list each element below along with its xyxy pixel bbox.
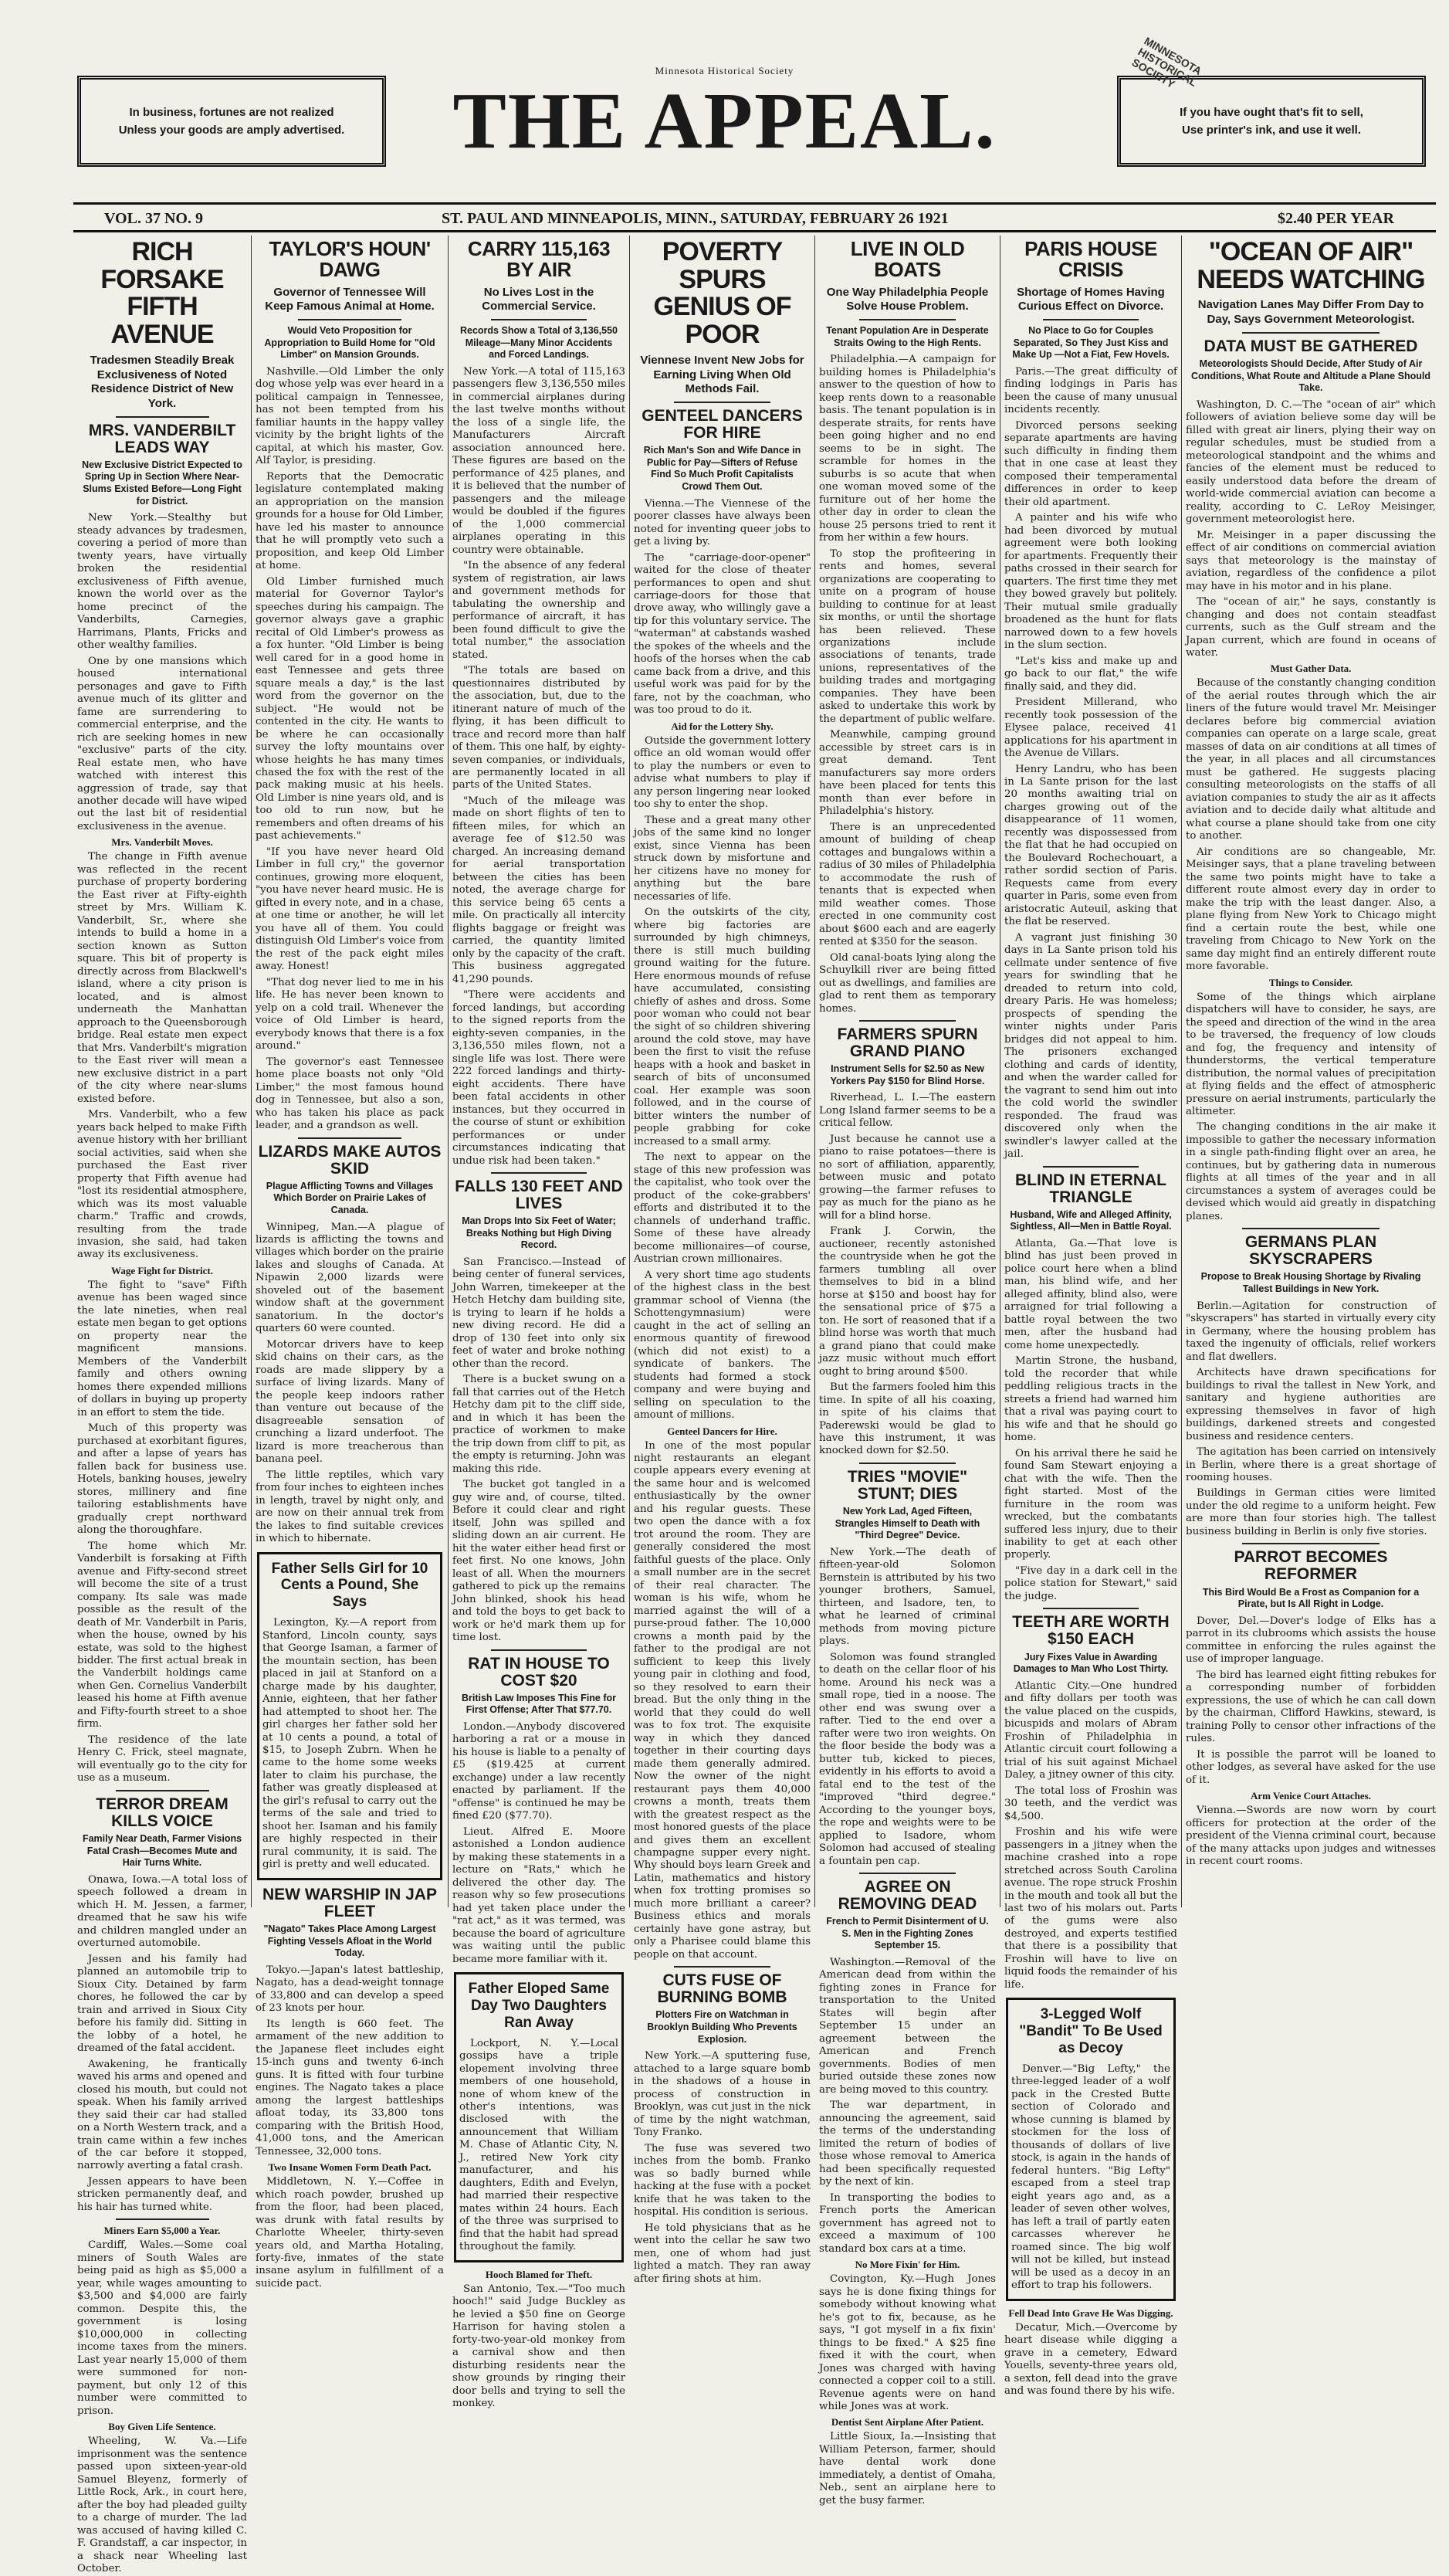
article-paragraph: Little Sioux, Ia.—Insisting that William Peterson, farmer, should have dental work done immediately, a dentist of Omaha, Neb., sent an airplane here to get the busy farmer.: [819, 2431, 996, 2507]
article-paragraph: Solomon was found strangled to death on the cellar floor of his home. Around his neck was a small rope, tied in a noose. The other end was swung over a rafter. Tied to the end over a rafter were two iron weights. On the floor beside the body was a butter tub, kicked to pieces, evidently in his efforts to avoid a fatal end to the test of the "improved "third degree." According to the younger boys, the rope and weights were to be applied to Isadore, whom Solomon had accused of stealing a fountain pen cap.: [819, 1651, 996, 1867]
article-paragraph: The bird has learned eight fitting rebukes for a corresponding number of forbidden expressions, the use of which he can call down by the chairman, Clifford Hawkins, steward, is training Polly to censor other infractions of the rules.: [1186, 1669, 1436, 1745]
article-paragraph: The next to appear on the stage of this new profession was the capitalist, who took over the product of the coke-grabbers' efforts and distributed it to the channels of underhand traffic. Some of these have already become millionaires—of course, Austrian crown millionaires.: [634, 1151, 811, 1266]
headline: TEETH ARE WORTH $150 EACH: [1012, 1613, 1170, 1649]
deck: Navigation Lanes May Differ From Day to Day, Says Government Meteorologist.: [1197, 298, 1424, 327]
article-paragraph: On his arrival there he said he found Sam Stewart enjoying a chat with the wife. Then the fight started. Most of the furniture in the room was wrecked, but the combatants suffered less injury, due to their inability to get at each other properly.: [1004, 1447, 1177, 1561]
separator: [491, 1172, 586, 1174]
right-ear-line-2: Use printer's ink, and use it well.: [1182, 124, 1361, 137]
subheading: No More Fixin' for Him.: [855, 2259, 960, 2271]
article-paragraph: To stop the profiteering in rents and homes, several organizations are cooperating to unite on a program of house building to continue for at least six months, or until the shortage has been relieved. These organizations include associations of tenants, trade unions, representatives of the building trades and mortgaging companies. They have been asked to undertake this work by the department of public welfare.: [819, 547, 996, 725]
separator: [491, 1649, 586, 1651]
separator: [859, 1020, 956, 1022]
article-paragraph: Nashville.—Old Limber the only dog whose yelp was ever heard in a political campaign in Tennessee, has not been tempted from his familiar haunts in the happy valley vicinity by the bright lights of the capital, at which his master, Gov. Alf Taylor, is presiding.: [256, 365, 444, 467]
article-paragraph: New York.—Stealthy but steady advances by tradesmen, covering a period of more than twenty years, have virtually broken the residential exclusiveness of Fifth avenue, known the world over as the home precinct of the Vanderbilts, Carnegies, Harrimans, Plants, Fricks and other wealthy families.: [77, 512, 247, 652]
article-paragraph: Berlin.—Agitation for construction of "skyscrapers" has started in virtually every city in Germany, where the housing problem has taxed the ingenuity of officials, relief workers and flat dwellers.: [1186, 1300, 1436, 1363]
article-paragraph: The little reptiles, which vary from four inches to eighteen inches in length, travel by night only, and are now on their annual trek from the lakes to find suitable crevices in which to hibernate.: [256, 1469, 444, 1545]
top-rule: [73, 202, 1436, 205]
boxed-story: [257, 1552, 442, 1880]
subheading: Aid for the Lottery Shy.: [671, 720, 774, 732]
article-paragraph: Some of the things which airplane dispatchers will have to consider, he says, are the speed and direction of the wind in the area to be traversed, the frequency of low clouds and fog, the frequency and intensity of thunderstorms, the vertical temperature distribution, the normal values of precipitation at flying fields and the effect of atmospheric pressure on aerial instruments, particularly the altimeter.: [1186, 991, 1436, 1117]
article-paragraph: Just because he cannot use a piano to raise potatoes—there is no sort of affiliation, apparently, between music and potato growing—the farmer refuses to pay as much for the piano as he will for a blind horse.: [819, 1133, 996, 1222]
article-paragraph: Mr. Meisinger in a paper discussing the effect of air conditions on commercial aviation says that meteorology is the mainstay of aviation, regardless of the confidence a pilot may have in his motor and in his plane.: [1186, 529, 1436, 592]
article-paragraph: Old canal-boats lying along the Schuylkill river are being fitted out as dwellings, and families are glad to rent them as temporary homes.: [819, 951, 996, 1015]
place-date: ST. PAUL AND MINNEAPOLIS, MINN., SATURDAY, FEBRUARY 26 1921: [442, 210, 949, 227]
article-paragraph: Because of the constantly changing condition of the aerial routes through which the air liners of the future would travel Mr. Meisinger declares before big commercial aviation companies can operate on a large scale, great masses of data on air conditions at all times of the year, in all places and all circumstances must be gathered. He suggests placing consulting meteorologists on the staffs of all aviation companies to study the air as it affects aviation and to decide daily what altitude and what course a plane should take from one city to another.: [1186, 677, 1436, 842]
article-paragraph: New York.—The death of fifteen-year-old Solomon Bernstein is attributed by his two younger brothers, Samuel, thirteen, and Isadore, ten, to what he learned of criminal methods from moving picture plays.: [819, 1546, 996, 1648]
article-paragraph: Onawa, Iowa.—A total loss of speech followed a dream in which H. M. Jessen, a farmer, dreamed that he saw his wife and children mangled under an overturned automobile.: [77, 1873, 247, 1950]
boxed-story: [454, 1972, 624, 2262]
article-paragraph: Divorced persons seeking separate apartments are having such difficulty in finding them that in one case at least they composed their temperamental differences in order to keep their old apartment.: [1004, 419, 1177, 508]
article-paragraph: Air conditions are so changeable, Mr. Meisinger says, that a plane traveling between the same two points might have to take a different route almost every day in order to make the trip with the least danger. Also, a plane flying from New York to Chicago might find a certain route the best, while one traveling from Chicago to New York on the same day might find an entirely different route more favorable.: [1186, 846, 1436, 973]
left-ear-line-1: In business, fortunes are not realized: [129, 105, 334, 119]
article-paragraph: Wheeling, W. Va.—Life imprisonment was the sentence passed upon sixteen-year-old Samuel Bleyenz, formerly of Little Rock, Ark., in court here, after the boy had pleaded guilty to a charge of murder. The lad was accused of having killed C. F. Grandstaff, a car inspector, in a shack near Wheeling last October.: [77, 2435, 247, 2575]
article-paragraph: In transporting the bodies to French ports the American government has agreed not to exceed a maximum of 100 standard box cars at a time.: [819, 2191, 996, 2255]
article-paragraph: Philadelphia.—A campaign for building homes is Philadelphia's answer to the question of how to keep rents down to a reasonable basis. The tenant population is in desperate straits, for rents have been going higher and no end seems to be in sight. The scramble for homes in the suburbs is so acute that when one woman moved some of the furniture out of her home the other day in order to clean the house 25 persons tried to rent it from her within a few hours.: [819, 354, 996, 544]
headline: PARIS HOUSE CRISIS: [1024, 237, 1157, 282]
separator: [1043, 1608, 1138, 1609]
article-paragraph: Winnipeg, Man.—A plague of lizards is afflicting the towns and villages which border on the prairie lakes and sloughs of Canada. At Nipawin 2,000 lizards were shoveled out of the basement window shaft at the government sanatorium. In the doctor's quarters 60 were counted.: [256, 1221, 444, 1335]
separator: [1043, 1166, 1138, 1168]
article-paragraph: Architects have drawn specifications for buildings to rival the tallest in New York, and sanitary and hygiene authorities are expressing themselves in favor of high buildings, darkened streets and congested business and residence centers.: [1186, 1367, 1436, 1442]
article-paragraph: There is a bucket swung on a fall that carries out of the Hetch Hetchy dam pit to the cliff side, and in which it has been the practice of workmen to make the trip down from cliff to pit, as the empty is returning. John was making this ride.: [452, 1374, 625, 1475]
subheading: Fell Dead Into Grave He Was Digging.: [1008, 2307, 1173, 2319]
subheading: Genteel Dancers for Hire.: [667, 1425, 777, 1437]
subheading: Dentist Sent Airplane After Patient.: [831, 2416, 984, 2429]
article-paragraph: "The totals are based on questionnaires distributed by the association, but, due to the itinerant nature of much of the flying, it has been difficult to trace and record more than half of them. This one half, by eighty-seven companies, or individuals, are permanently located in all parts of the United States.: [452, 665, 625, 791]
article-paragraph: Meanwhile, camping ground accessible by street cars is in great demand. Tent manufacturers say more orders have been placed for tents this month than ever before in Philadelphia's history.: [819, 729, 996, 818]
subheading: Mrs. Vanderbilt Moves.: [111, 836, 213, 849]
column-2: [252, 236, 448, 2290]
headline: GERMANS PLAN SKYSCRAPERS: [1244, 1233, 1377, 1269]
article-paragraph: The total loss of Froshin was 30 teeth, and the verdict was $4,500.: [1004, 1785, 1177, 1822]
article-paragraph: Jessen appears to have been stricken permanently deaf, and his hair has turned white.: [77, 2175, 247, 2213]
article-paragraph: Tokyo.—Japan's latest battleship, Nagato, has a dead-weight tonnage of 33,800 and can develop a speed of 23 knots per hour.: [256, 1964, 444, 2015]
separator: [1043, 319, 1138, 320]
article-paragraph: Covington, Ky.—Hugh Jones says he is done fixing things for somebody without knowing what he's got to fix, because, as he says, "I got myself in a fix fixin' things to be fixed." A $25 fine fixed it with the court, when Jones was charged with having connected a copper coil to a still. Revenue agents were on hand while Jones was at work.: [819, 2273, 996, 2412]
deck: No Place to Go for Couples Separated, So They Just Kiss and Make Up —Not a Fiat, Few Hovels.: [1012, 325, 1170, 361]
deck: Plague Afflicting Towns and Villages Which Border on Prairie Lakes of Canada.: [266, 1180, 434, 1215]
deck: Viennese Invent New Jobs for Earning Living When Old Methods Fail.: [640, 353, 804, 396]
newspaper-title: THE APPEAL.: [452, 76, 997, 165]
left-ear-box: [77, 76, 386, 167]
deck: Shortage of Homes Having Curious Effect on Divorce.: [1017, 285, 1165, 314]
deck: Propose to Break Housing Shortage by Rivaling Tallest Buildings in New York.: [1200, 1271, 1421, 1295]
article-paragraph: The home which Mr. Vanderbilt is forsaking at Fifth avenue and Fifty-second street will become the site of a trust company. Its sale was made possible as the result of the death of Mr. Vanderbilt in Paris, when the house, owned by his estate, was sold to the highest bidder. The first actual break in the Vanderbilt holdings came when Gen. Cornelius Vanderbilt leased his home at Fifth avenue and Fifty-fourth street to a shoe firm.: [77, 1540, 247, 1730]
headline: BLIND IN ETERNAL TRIANGLE: [1015, 1171, 1166, 1206]
article-paragraph: The fight to "save" Fifth avenue has been waged since the late nineties, when real estate men began to get options on property near the magnificent mansions. Members of the Vanderbilt family and others owning homes there expended millions of dollars in buying up property in an effort to stem the tide.: [77, 1279, 247, 1418]
right-ear-line-1: If you have ought that's fit to sell,: [1180, 105, 1363, 119]
dateline-rule: [73, 230, 1436, 232]
society-stamp: Minnesota Historical Society: [655, 65, 794, 76]
article-paragraph: Froshin and his wife were passengers in a jitney when the machine crashed into a rope stretched across South Carolina avenue. The rope struck Froshin in the mouth and took all but the last two of his molars out. Parts of the gums were also destroyed, and experts testified that there is a possibility that Froshin will have to live on liquid foods the remainder of his life.: [1004, 1826, 1177, 1991]
separator: [1242, 1228, 1380, 1229]
article-paragraph: Outside the government lottery office an old woman would offer to play the numbers or even to advise what numbers to play if any person lingering near looked too shy to enter the shop.: [634, 734, 811, 811]
article-paragraph: The changing conditions in the air make it impossible to gather the necessary information in a single path-finding flight over an area, he continues, but by gathering data in numerous flights at all times of the year and in all circumstances a system of averages could be devised which would aid greatly in dispatching planes.: [1186, 1121, 1436, 1222]
volume-number: VOL. 37 NO. 9: [104, 210, 203, 227]
column-3: [449, 236, 629, 2410]
separator: [116, 1790, 209, 1791]
article-paragraph: "If you have never heard Old Limber in full cry," the governor continues, growing more eloquent, "you have never heard music. He is gifted in every note, and in a chase, at one time or another, he will let you have all of them. You could distinguish Old Limber's voice from the rest of the pack eight miles away. Honest!: [256, 846, 444, 973]
article-paragraph: Middletown, N. Y.—Coffee in which roach powder, brushed up from the floor, had been placed, was drunk with fatal results by Charlotte Wheeler, thirty-seven years old, and Martha Hotaling, forty-five, inmates of the state insane asylum in fulfillment of a suicide pact.: [256, 2176, 444, 2290]
article-paragraph: The governor's east Tennessee home place boasts not only "Old Limber," the most famous hound dog in Tennessee, but also a son, who has taken his place as pack leader, and a grandson as well.: [256, 1056, 444, 1132]
article-paragraph: "In the absence of any federal system of registration, air laws and government methods for tabulating the ownership and performance of aircraft, it has been found difficult to give the total number," the association stated.: [452, 560, 625, 661]
article-paragraph: On the outskirts of the city, where big factories are surrounded by high chimneys, there is still much building ground waiting for the future. Here enormous mounds of refuse have accumulated, consisting chiefly of ashes and dross. Some poor woman who could not bear the sight of so children shivering around the cold stove, may have been the first to visit the refuse heaps with a hook and basket in search of bits of unconsumed coal. Her example was soon followed, and in the course of bitter winters the number of people grabbing for coke increased to a small army.: [634, 907, 811, 1147]
headline: TERROR DREAM KILLS VOICE: [96, 1795, 229, 1830]
article-paragraph: But the farmers fooled him this time. In spite of all his coaxing, in spite of his claims that Paderewski would be glad to have this instrument, it was knocked down for $2.50.: [819, 1381, 996, 1457]
separator: [1242, 1543, 1380, 1544]
separator: [298, 1137, 401, 1139]
article-paragraph: New York.—A sputtering fuse, attached to a large square bomb in the shadows of a house in process of construction in Brooklyn, was cut just in the nick of time by the night watchman, Tony Franko.: [634, 2050, 811, 2139]
subheading: Things to Consider.: [1268, 976, 1353, 988]
column-5: [815, 236, 1000, 2507]
separator: [491, 319, 586, 320]
article-paragraph: The war department, in announcing the agreement, said the terms of the understanding limited the return of bodies of those whose removal to America had been specifically requested by the next of kin.: [819, 2100, 996, 2188]
subscription-price: $2.40 PER YEAR: [1278, 210, 1394, 227]
separator: [674, 402, 771, 403]
article-paragraph: Jessen and his family had planned an automobile trip to Sioux City. Detained by farm chores, he followed the car by train and arrived in Sioux City before his family did. Sitting in the lobby of a hotel, he dreamed of the fatal accident.: [77, 1953, 247, 2055]
separator: [859, 319, 956, 320]
article-paragraph: Reports that the Democratic legislature contemplated making an appropriation on the mansion grounds for a house for Old Limber, have led his master to announce that he will promptly veto such a proposition, and keep Old Limber at home.: [256, 470, 444, 572]
article-paragraph: "There were accidents and forced landings, but according to the signed reports from the eighty-seven companies, in the 3,136,550 miles flown, not a single life was lost. There were 222 forced landings and thirty-eight accidents. There have been fatal accidents in other instances, but they occurred in the course of stunt or exhibition performances or under circumstances indicating that undue risk had been taken.": [452, 989, 625, 1167]
article-paragraph: Mrs. Vanderbilt, who a few years back helped to make Fifth avenue history with her brilliant social activities, said when she purchased the East river property that Fifth avenue had "lost its residential atmosphere, which was its most valuable charm." Traffic and crowds, resulting from the trade invasion, she said, had taken away its exclusiveness.: [77, 1109, 247, 1261]
deck: Husband, Wife and Alleged Affinity, Sightless, All—Men in Battle Royal.: [1010, 1208, 1172, 1232]
subheading: Miners Earn $5,000 a Year.: [103, 2225, 221, 2237]
separator: [116, 2218, 209, 2220]
subheading: Wage Fight for District.: [111, 1264, 213, 1276]
deck: Would Veto Proposition for Appropriation to Build Home for "Old Limber" on Mansion Grounds.: [264, 325, 435, 361]
article-paragraph: San Francisco.—Instead of being center of funeral services, John Warren, timekeeper at the Hetch Hetchy dam building site, is trying to learn if he holds a new diving record. He did a drop of 130 feet into only six feet of water and broke nothing other than the record.: [452, 1256, 625, 1370]
separator: [674, 1966, 771, 1968]
article-paragraph: A vagrant just finishing 30 days in La Sante prison told his cellmate under sentence of five years for swindling that he dreaded to return into cold, dreary Paris. He was homeless; prospects of spending the winter nights under Paris bridges did not appeal to him. The prisoners exchanged clothing and cards of identity, and when the warder called for the vagrant to send him out into the cold world the swindler responded. The fraud was discovered only when the swindler's lawyer called at the jail.: [1004, 931, 1177, 1161]
deck: Plotters Fire on Watchman in Brooklyn Building Who Prevents Explosion.: [647, 2009, 797, 2045]
article-paragraph: The bucket got tangled in a guy wire and, of course, tilted. Before it could clear and right itself, John was spilled and sliding down an air current. He hit the water either head first or feet first. No one knows, John least of all. When the mourners gathered to pick up the remains John blinked, shook his head and told the boys to get back to work or he'd mark them up for time lost.: [452, 1479, 625, 1644]
headline: TRIES "MOVIE" STUNT; DIES: [847, 1467, 968, 1503]
article-paragraph: He told physicians that as he went into the cellar he saw two men, one of whom had just lighted a match. They ran away after firing shots at him.: [634, 2222, 811, 2285]
separator: [859, 1873, 956, 1874]
boxed-story: [1006, 1998, 1176, 2300]
article-paragraph: Riverhead, L. I.—The eastern Long Island farmer seems to be a critical fellow.: [819, 1092, 996, 1130]
headline: PARROT BECOMES REFORMER: [1234, 1548, 1388, 1584]
subheading: Hooch Blamed for Theft.: [485, 2268, 593, 2280]
article-paragraph: These and a great many other jobs of the same kind no longer exist, since Vienna has been struck down by misfortune and her citizens have no money for anything but the bare necessaries of life.: [634, 814, 811, 903]
deck: Jury Fixes Value in Awarding Damages to Man Who Lost Thirty.: [1013, 1651, 1169, 1675]
box-headline: 3-Legged Wolf "Bandit" To Be Used as Decoy: [1019, 2006, 1163, 2057]
deck: Tenant Population Are in Desperate Straits Owing to the High Rents.: [826, 325, 989, 348]
headline: AGREE ON REMOVING DEAD: [838, 1878, 977, 1913]
article-paragraph: The "carriage-door-opener" waited for the close of theater performances to open and shut carriage-doors for those that drove away, who willingly gave a tip for this voluntary service. The "waterman" at cabstands washed the spokes of the wheels and the hoofs of the horses when the cab came back from a drive, and this useful work was paid for by the fare, not by the coachman, who was too proud to do it.: [634, 551, 811, 717]
article-paragraph: San Antonio, Tex.—"Too much hooch!" said Judge Buckley as he levied a $50 fine on George Harrison for having stolen a forty-two-year-old monkey from a carnival show and then disturbing residents near the show grounds by ringing their door bells and trying to sell the monkey.: [452, 2283, 625, 2410]
article-paragraph: The residence of the late Henry C. Frick, steel magnate, will eventually go to the city for use as a museum.: [77, 1734, 247, 1785]
deck: Records Show a Total of 3,136,550 Mileage—Many Minor Accidents and Forced Landings.: [459, 325, 618, 361]
article-paragraph: A very short time ago students of the highest class in the best grammar school of Vienna (the Schottengymnasium) were caught in the act of selling an enormous quantity of firewood (which did not exist) to a syndicate of bankers. The students had formed a stock company and were buying and selling on speculation to the amount of millions.: [634, 1269, 811, 1422]
left-ear-line-2: Unless your goods are amply advertised.: [118, 124, 345, 137]
separator: [298, 319, 401, 320]
article-paragraph: Decatur, Mich.—Overcome by heart disease while digging a grave in a cemetery, Edward Youells, seventy-three years old, a sexton, fell dead into the grave and was found there by his wife.: [1004, 2321, 1177, 2398]
deck: No Lives Lost in the Commercial Service.: [482, 285, 596, 314]
article-paragraph: Its length is 660 feet. The armament of the new addition to the Japanese fleet includes eight 15-inch guns and twenty 6-inch guns. It is fitted with four turbine engines. The Nagato takes a place among the largest battleships afloat today, its 33,800 tons comparing with the British Hood, 41,000 tons, and the American Tennessee, 32,000 tons.: [256, 2018, 444, 2157]
subheading: Arm Venice Court Attaches.: [1251, 1790, 1371, 1802]
article-paragraph: Frank J. Corwin, the auctioneer, recently astonished the countryside when he got the farmers tumbling all over themselves to bid in a blind horse at $150 and boost hay for the sensational price of $75 a ton. He sort of reasoned that if a blind horse was worth that much a grand piano that could make jazz music without much effort ought to bring around $500.: [819, 1225, 996, 1378]
headline: LIVE IN OLD BOATS: [850, 237, 965, 282]
headline: FARMERS SPURN GRAND PIANO: [837, 1025, 978, 1061]
article-paragraph: A painter and his wife who had been divorced by mutual agreement were both looking for apartments. Frequently their paths crossed in their search for quarters. The first time they met they bowed gravely but politely. Their mutual smile gradually broadened as the hunt for flats narrowed down to a few hovels in the slum section.: [1004, 512, 1177, 652]
headline: NEW WARSHIP IN JAP FLEET: [262, 1885, 437, 1920]
article-paragraph: Henry Landru, who has been in La Sante prison for the last 20 months awaiting trial on charges growing out of the disappearance of 11 women, recently was dispossessed from the flat that he had occupied on the Boulevard Rochechouart, a rather sordid section of Paris. Requests came from every quarter in Paris, some even from aristocratic Auteuil, asking that the flat be reserved.: [1004, 763, 1177, 928]
headline: POVERTY SPURS GENIUS OF POOR: [653, 237, 791, 350]
article-paragraph: Much of this property was purchased at exorbitant figures, and after a lapse of years has fallen back for business use. Hotels, banking houses, jewelry stores, millinery and fine tailoring establishments have gradually crept northward along the thoroughfare.: [77, 1422, 247, 1537]
deck: New York Lad, Aged Fifteen, Strangles Himself to Death with "Third Degree" Device.: [835, 1506, 980, 1541]
article-paragraph: Motorcar drivers have to keep skid chains on their cars, as the roads are made slippery by a surface of living lizards. Many of the people keep indoors rather than venture out because of the disagreeable sensation of crunching a lizard underfoot. The lizard is more treacherous than banana peel.: [256, 1338, 444, 1466]
separator: [859, 1463, 956, 1464]
headline: "OCEAN OF AIR" NEEDS WATCHING: [1197, 237, 1425, 294]
headline: RAT IN HOUSE TO COST $20: [468, 1654, 610, 1690]
article-paragraph: President Millerand, who recently took possession of the Elysee palace, received 41 applications for his apartment in the Avenue de Villars.: [1004, 697, 1177, 760]
column-4: [630, 236, 814, 2285]
article-paragraph: The "ocean of air," he says, constantly is changing and does not contain steadfast currents, such as the Gulf stream and the Japan current, which are found in oceans of water.: [1186, 596, 1436, 659]
headline: FALLS 130 FEET AND LIVES: [455, 1178, 623, 1213]
article-paragraph: Atlanta, Ga.—That love is blind has just been proved in police court here when a blind man, his blind wife, and her alleged affinity, blind also, were arraigned for trial following a battle royal between the two men, after the husband had come home unexpectedly.: [1004, 1237, 1177, 1351]
article-paragraph: Dover, Del.—Dover's lodge of Elks has a parrot in its clubrooms which assists the house committee in enforcing the rules against the use of improper language.: [1186, 1615, 1436, 1666]
article-paragraph: The agitation has been carried on intensively in Berlin, where there is a great shortage of rooming houses.: [1186, 1446, 1436, 1483]
box-headline: Father Eloped Same Day Two Daughters Ran Away: [468, 1981, 610, 2031]
article-paragraph: It is possible the parrot will be loaned to other lodges, as several have asked for the use of it.: [1186, 1748, 1436, 1786]
article-paragraph: Old Limber furnished much material for Governor Taylor's speeches during his campaign. The governor always gave a graphic recital of Old Limber's prowess as a fox hunter. "Old Limber is being well cared for in a good home in east Tennessee and gets three square meals a day," is the last word from the governor on the subject. "He would not be contented in the city. He wants to be where he can occasionally survey the lofty mountains over whose heights he has many times chased the fox with the rest of the pack making music at his heels. Old Limber is nine years old, and is too old to run now, but he remembers and often dreams of his past achievements.": [256, 575, 444, 842]
box-headline: Father Sells Girl for 10 Cents a Pound, She Says: [271, 1560, 428, 1611]
deck: One Way Philadelphia People Solve House Problem.: [826, 285, 989, 314]
article-paragraph: Vienna.—Swords are now worn by court officers for protection at the order of the president of the Vienna criminal court, because of the many attacks upon judges and witnesses in recent court rooms.: [1186, 1805, 1436, 1867]
article-paragraph: "Five day in a dark cell in the police station for Stewart," said the judge.: [1004, 1564, 1177, 1602]
historical-society-stamp: MINNESOTA HISTORICAL SOCIETY: [1129, 34, 1204, 90]
article-paragraph: The fuse was severed two inches from the bomb. Franko was so badly burned while hacking at the fuse with a pocket knife that he was taken to the hospital. His condition is serious.: [634, 2142, 811, 2218]
column-1: [73, 236, 251, 2575]
article-paragraph: Buildings in German cities were limited under the old regime to a uniform height. Few are more than four stories high. The tallest business building in Berlin is only five stories.: [1186, 1487, 1436, 1537]
article-paragraph: "Let's kiss and make up and go back to our flat," the wife finally said, and they did.: [1004, 655, 1177, 693]
deck: Instrument Sells for $2.50 as New Yorkers Pay $150 for Blind Horse.: [830, 1063, 985, 1086]
article-paragraph: Atlantic City.—One hundred and fifty dollars per tooth was the value placed on the cuspids, bicuspids and molars of Abram Froshin of Philadelphia in Atlantic circuit court following a trial of his suit against Michael Daley, a jitney owner of this city.: [1004, 1679, 1177, 1781]
headline: CUTS FUSE OF BURNING BOMB: [657, 1971, 787, 2007]
separator: [1242, 332, 1380, 334]
headline: GENTEEL DANCERS FOR HIRE: [642, 407, 803, 442]
article-paragraph: "Much of the mileage was made on short flights of ten to fifteen miles, for which an average fee of $12.50 was charged. An increasing demand for aerial transportation between the cities has been noted, the average charge for this service being 65 cents a mile. On practically all intercity flights baggage or freight was carried, the quantity limited only by the capacity of the craft. This business aggregated 41,290 pounds.: [452, 795, 625, 985]
deck: New Exclusive District Expected to Spring Up in Section Where Near-Slums Existed Before—Long Fight for District.: [82, 459, 242, 507]
article-paragraph: Lieut. Alfred E. Moore astonished a London audience by making these statements in a lecture on "Rats," which he delivered the other day. The reason why so few prosecutions had yet taken place under the "rat act," as it was termed, was because the board of agriculture was waiting until the public became more familiar with it.: [452, 1825, 625, 1965]
deck: British Law Imposes This Fine for First Offense; After That $77.70.: [461, 1692, 617, 1716]
headline: DATA MUST BE GATHERED: [1204, 337, 1418, 355]
article-paragraph: There is an unprecedented amount of building of cheap cottages and bungalows within a radius of 30 miles of Philadelphia to accommodate the rush of tenants that is expected when mild weather comes. Those erected in one community cost about $600 each and are eagerly rented at $350 for the season.: [819, 821, 996, 948]
article-paragraph: The change in Fifth avenue was reflected in the recent purchase of property bordering the East river at Fifty-eighth street by Mrs. William K. Vanderbilt, Sr., where she intends to build a home in a section known as Sutton square. This bit of property is directly across from Blackwell's island, where a city prison is located, and is almost underneath the Manhattan approach to the Queensborough bridge. Real estate men expect that Mrs. Vanderbilt's migration to the East river will mean a new exclusive district in a part of the city where near-slums existed before.: [77, 851, 247, 1105]
article-paragraph: Awakening, he frantically waved his arms and opened and closed his mouth, but could not speak. When his family arrived they said their car had stalled on a North Western track, and a train came within a few inches of the car before it stopped, narrowly averting a fatal crash.: [77, 2058, 247, 2172]
headline: CARRY 115,163 BY AIR: [467, 237, 611, 282]
article-paragraph: Paris.—The great difficulty of finding lodgings in Paris has been the cause of many unusual incidents recently.: [1004, 365, 1177, 416]
deck: Family Near Death, Farmer Visions Fatal Crash—Becomes Mute and Hair Turns White.: [82, 1832, 242, 1869]
article-paragraph: One by one mansions which housed international personages and gave to Fifth avenue much of its glitter and fame are surrendering to commercial enterprise, and the rich are seeking homes in new "exclusive" parts of the city. Real estate men, who have watched with interest this aggression of trade, say that another decade will have wiped out the last bit of residential exclusiveness in the avenue.: [77, 655, 247, 832]
deck: Governor of Tennessee Will Keep Famous Animal at Home.: [265, 285, 435, 314]
article-paragraph: Washington.—Removal of the American dead from within the fighting zones in France for transportation to the United States will begin after September 15 under an agreement between the American and French governments. Bodies of men buried outside these zones now are being moved to this country.: [819, 1957, 996, 2096]
article-paragraph: London.—Anybody discovered harboring a rat or a mouse in his house is liable to a penalty of £5 ($19.425 at current exchange) under a law recently enacted by parliament. If the "offense" is continued he may be fined £20 ($77.70).: [452, 1720, 625, 1822]
deck: "Nagato" Takes Place Among Largest Fighting Vessels Afloat in the World Today.: [263, 1923, 436, 1959]
article-paragraph: Vienna.—The Viennese of the poorer classes have always been noted for inventing queer jobs to get a living by.: [634, 497, 811, 548]
deck: Rich Man's Son and Wife Dance in Public for Pay—Sifters of Refuse Find So Much Profit Capitalists Crowd Them Out.: [643, 445, 801, 492]
deck: Tradesmen Steadily Break Exclusiveness of Noted Residence District of New York.: [90, 353, 235, 410]
column-7: [1182, 236, 1440, 1907]
article-paragraph: Washington, D. C.—The "ocean of air" which followers of aviation believe some day will be filled with great air liners, plying their way on regular schedules, must be studied from a meteorological standpoint and the whims and fancies of the element must be reduced to easily understood data before the dream of world-wide commercial aviation can become a reality, according to C. LeRoy Meisinger, government meteorologist here.: [1186, 398, 1436, 526]
article-paragraph: In one of the most popular night restaurants an elegant couple appears every evening at the same hour and is welcomed enthusiastically by the owner and his regular guests. These two open the dance with a fox trot around the room. They are generally considered the most faithful guests of the place. Only a small number are in the secret of their real character. The woman is his wife, whom he married against the will of a purse-proud father. The 10,000 crowns a month paid by the father to the prodigal are not sufficient to keep this lively young pair in clothing and food, so they resolved to earn their bread. But the only thing in the world that they could do well was to fox trot. The exquisite way in which they danced together in their courting days made them generally admired. Now the owner of the night restaurant pays them 40,000 crowns a month, treats them with the greatest respect as the most honored guests of the place and gives them an excellent champagne supper every night. Why should boys learn Greek and Latin, mathematics and history when fox trotting promises so much more brilliant a career? Business ethics and morals certainly have gone astray, but only a Pharisee could blame this people on that account.: [634, 1439, 811, 1961]
deck: Meteorologists Should Decide, After Study of Air Conditions, What Route and Altitude a Plane Should Take.: [1191, 358, 1430, 394]
subheading: Two Insane Women Form Death Pact.: [268, 2161, 432, 2174]
headline: MRS. VANDERBILT LEADS WAY: [88, 421, 236, 456]
separator: [116, 416, 209, 418]
article-paragraph: Denver.—"Big Lefty," the three-legged leader of a wolf pack in the Crested Butte section of Colorado and whose cunning is blamed by stockmen for the loss of thousands of dollars of live stock, is again in the hands of federal hunters. "Big Lefty" escaped from a steel trap eight years ago and, as a leader of seven other wolves, has left a trail of partly eaten carcasses wherever he roamed since. The big wolf will not be killed, but instead will be used as a decoy in an effort to trap his followers.: [1011, 2062, 1170, 2292]
column-6: [1000, 236, 1181, 2398]
deck: This Bird Would Be a Frost as Companion for a Pirate, but Is All Right in Lodge.: [1202, 1586, 1420, 1610]
subheading: Boy Given Life Sentence.: [108, 2421, 216, 2433]
deck: Man Drops Into Six Feet of Water; Breaks Nothing but High Diving Record.: [462, 1215, 616, 1251]
article-paragraph: "That dog never lied to me in his life. He has never been known to yelp on a cold trail. Whenever the voice of Old Limber is heard, everybody knows that there is a fox around.": [256, 976, 444, 1052]
headline: LIZARDS MAKE AUTOS SKID: [258, 1142, 442, 1178]
article-paragraph: New York.—A total of 115,163 passengers flew 3,136,550 miles in commercial airplanes during the last twelve months without the loss of a single life, the Manufacturers Aircraft association announced here. These figures are based on the performance of 425 planes, and it is believed that the number of passengers and the mileage would be doubled if the figures of the 1,000 commercial airplanes operating in this country were obtainable.: [452, 365, 625, 556]
article-paragraph: Lexington, Ky.—A report from Stanford, Lincoln county, says that George Isaman, a farmer of the mountain section, has been placed in jail at Stanford on a charge made by his daughter, Annie, eighteen, that her father had attempted to shoot her. The girl charges her father sold her at 10 cents a pound, a total of $15, to Joseph Zubrn. When he came to the home some weeks later to claim his purchase, the father was greatly displeased at the girl's refusal to carry out the terms of the sale and tried to shoot her. Isaman and his family are highly respected in their rural community, it is said. The girl is pretty and well educated.: [262, 1617, 437, 1871]
deck: French to Permit Disinterment of U. S. Men in the Fighting Zones September 15.: [826, 1916, 989, 1951]
article-paragraph: Martin Strone, the husband, told the recorder that while peddling religious tracts in the streets a friend had warned him that a rival was paying court to his wife and that he should go home.: [1004, 1355, 1177, 1444]
article-paragraph: Lockport, N. Y.—Local gossips have a triple elopement involving three members of one household, none of whom knew of the other's intentions, was disclosed with the announcement that William M. Chase of Atlantic City, N. J., retired New York city manufacturer, and his daughters, Edith and Evelyn, had married their respective mates within 24 hours. Each of the three was surprised to find that the habit had spread throughout the family.: [459, 2037, 618, 2253]
article-paragraph: Cardiff, Wales.—Some coal miners of South Wales are being paid as high as $5,000 a year, while wages amounting to $3,500 and $4,000 are fairly common. Despite this, the government is losing $10,000,000 in collecting income taxes from the miners. Last year nearly 15,000 of them were summoned for non-payment, but only 12 of this number were committed to prison.: [77, 2239, 247, 2417]
subheading: Must Gather Data.: [1270, 663, 1352, 675]
headline: TAYLOR'S HOUN' DAWG: [269, 237, 431, 282]
headline: RICH FORSAKE FIFTH AVENUE: [100, 237, 224, 350]
